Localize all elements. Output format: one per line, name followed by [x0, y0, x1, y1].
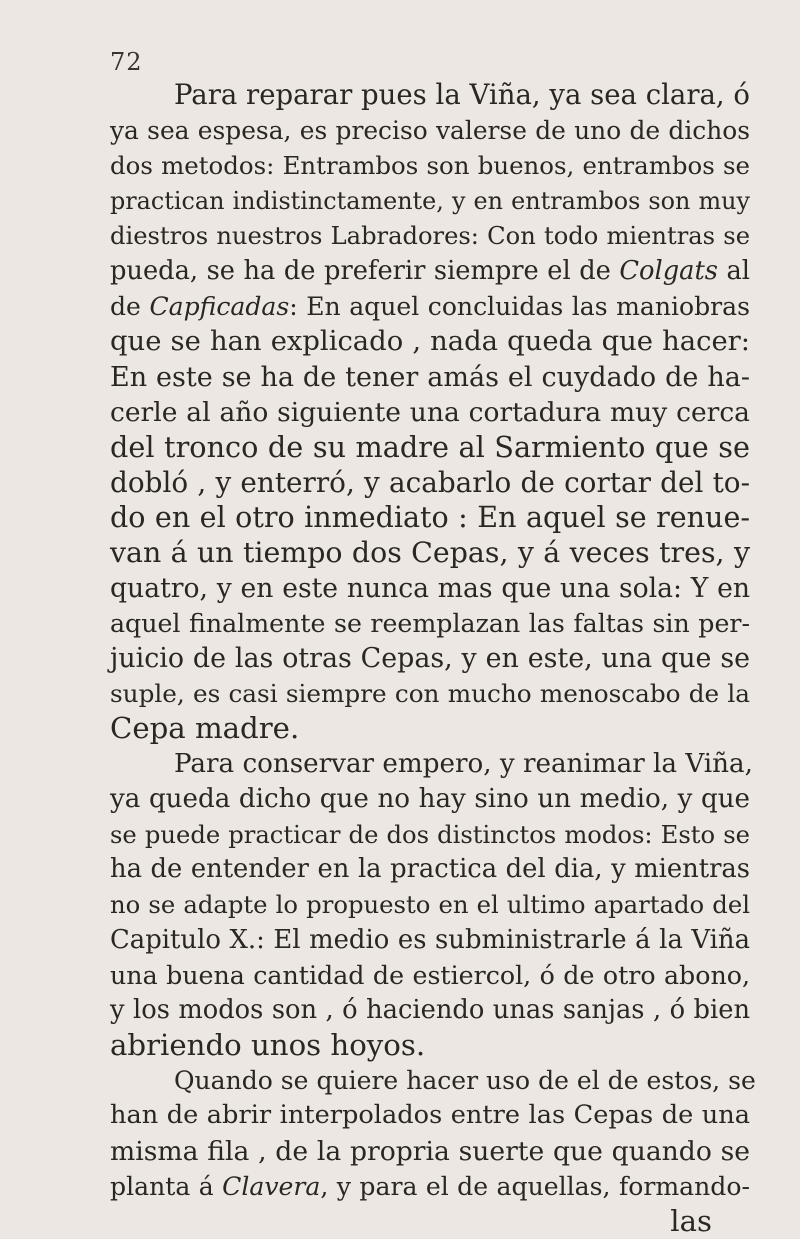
text-line: [110, 184, 750, 219]
text-line: [110, 535, 750, 570]
text-segment: de: [110, 292, 150, 322]
text-line: [110, 219, 750, 254]
text-segment: al: [717, 255, 750, 286]
text-line: [110, 1098, 750, 1133]
text-segment: Para reparar pues la Viña, ya sea clara, ó: [174, 79, 750, 111]
text-line: [110, 430, 750, 465]
text-segment: juicio de las otras Cepas, y en este, una que se: [110, 643, 750, 674]
text-line: [110, 1063, 756, 1098]
text-segment: quatro, y en este nunca mas que una sola: Y en: [110, 572, 750, 604]
text-line: [110, 289, 750, 324]
text-line: [110, 782, 750, 817]
text-segment: Para conservar empero, y reanimar la Viña,: [174, 748, 753, 779]
text-segment: planta á: [110, 1171, 223, 1201]
text-segment: ha de entender en la practica del dia, y mientras: [110, 854, 750, 885]
text-segment: do en el otro inmediato : En aquel se renue-: [110, 500, 750, 535]
text-line: [110, 1169, 750, 1204]
text-line: [110, 923, 750, 958]
text-segment: dos metodos: Entrambos son buenos, entrambos se: [110, 151, 750, 181]
text-line: [110, 958, 750, 993]
text-segment: del tronco de su madre al Sarmiento que se: [110, 429, 750, 464]
text-line: [110, 1028, 750, 1063]
text-line: [110, 113, 750, 148]
text-segment: Cepa madre.: [110, 711, 300, 746]
text-segment: las: [670, 1204, 712, 1238]
text-line: [110, 887, 750, 922]
text-segment: y los modos son , ó haciendo unas sanjas , ó bien: [110, 994, 750, 1025]
text-line: [110, 606, 750, 641]
text-segment: no se adapte lo propuesto en el ultimo apartado del: [110, 890, 750, 920]
text-segment: cerle al año siguiente una cortadura muy cerca: [110, 396, 750, 428]
italic-term: Colgats: [619, 255, 718, 286]
text-segment: aquel finalmente se reemplazan las faltas sin per-: [110, 608, 750, 638]
text-line: [110, 852, 750, 887]
text-line: [110, 360, 750, 395]
text-segment: que se han explicado , nada queda que hacer:: [110, 326, 750, 358]
page-number: 72: [110, 48, 143, 76]
text-segment: han de abrir interpolados entre las Cepas de una: [110, 1100, 750, 1131]
text-segment: pueda, se ha de preferir siempre el de: [110, 255, 620, 286]
text-line: [110, 254, 750, 289]
text-line: [110, 148, 750, 183]
text-segment: , y para el de aquellas, formando-: [320, 1171, 750, 1201]
text-line: [110, 747, 753, 782]
italic-term: Clavera: [222, 1171, 321, 1201]
italic-term: Capficadas: [149, 292, 290, 322]
text-segment: misma fila , de la propria suerte que quando se: [110, 1135, 750, 1167]
text-segment: van á un tiempo dos Cepas, y á veces tres, y: [110, 536, 750, 570]
text-segment: suple, es casi siempre con mucho menoscabo de la: [110, 679, 750, 709]
text-line: [110, 78, 750, 113]
text-line: [110, 711, 750, 746]
text-line: [110, 324, 750, 359]
text-line: [110, 500, 750, 535]
text-line: [110, 395, 750, 430]
text-segment: Quando se quiere hacer uso de el de estos, se: [174, 1066, 756, 1096]
text-line: [110, 571, 750, 606]
text-line: [110, 641, 750, 676]
text-segment: dobló , y enterró, y acabarlo de cortar del to-: [110, 466, 750, 500]
body-text: [110, 78, 756, 1239]
text-segment: ya queda dicho que no hay sino un medio, y que: [110, 783, 750, 814]
text-line: [110, 465, 750, 500]
text-segment: abriendo unos hoyos.: [110, 1028, 426, 1063]
text-line: [110, 676, 750, 711]
text-segment: Capitulo X.: El medio es subministrarle á la Viña: [110, 924, 750, 955]
text-line: [110, 1204, 750, 1239]
text-line: [110, 993, 750, 1028]
text-line: [110, 1134, 750, 1169]
text-line: [110, 817, 750, 852]
text-segment: ya sea espesa, es preciso valerse de uno de dichos: [110, 116, 750, 146]
text-segment: diestros nuestros Labradores: Con todo mientras se: [110, 221, 750, 250]
text-segment: una buena cantidad de estiercol, ó de otro abono,: [110, 960, 750, 990]
text-segment: practican indistinctamente, y en entrambos son muy: [110, 186, 750, 215]
text-segment: : En aquel concluidas las maniobras: [289, 292, 750, 322]
text-segment: En este se ha de tener amás el cuydado de ha-: [110, 361, 750, 393]
text-segment: se puede practicar de dos distinctos modos: Esto se: [110, 819, 750, 849]
